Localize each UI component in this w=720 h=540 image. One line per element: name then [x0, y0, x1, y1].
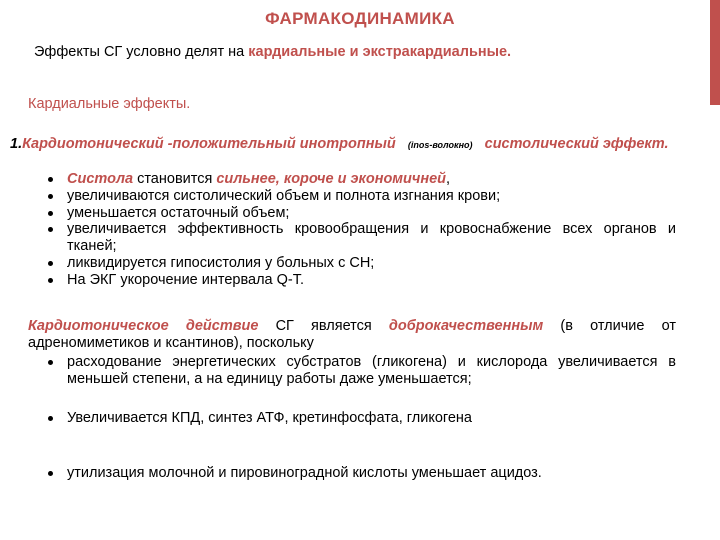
para-lead: Кардиотоническое действие [28, 318, 259, 334]
heading-part1: Кардиотонический -положительный инотропный [22, 136, 396, 152]
bullet-icon [48, 360, 53, 365]
benign-action-paragraph [28, 318, 676, 352]
intro-text: Эффекты СГ условно делят на [34, 44, 249, 60]
bullet-icon [48, 261, 53, 266]
intro-line [34, 44, 511, 60]
list-item [48, 205, 676, 222]
list-item [48, 272, 676, 289]
para-mid: СГ является [258, 318, 389, 334]
bullet-text: утилизация молочной и пировиноградной кислоты уменьшает ацидоз. [67, 465, 542, 481]
list-item [48, 410, 676, 427]
list-item [48, 354, 676, 388]
para-emph: доброкачественным [388, 318, 544, 334]
bullet-lead: Систола [67, 171, 134, 187]
list-item [48, 171, 676, 188]
bullet-icon [48, 416, 53, 421]
heading-number: 1. [10, 136, 23, 152]
bullet-emph: сильнее, короче и экономичней [216, 171, 447, 187]
para-tail: (в отличие от адреномиметиков и ксантинов), поскольку [28, 318, 676, 351]
list-item [48, 188, 676, 205]
section-title: Кардиальные эффекты. [28, 96, 191, 112]
bullet-text: увеличивается эффективность кровообращения и кровоснабжение всех органов и тканей; [67, 221, 676, 255]
bullet-icon [48, 211, 53, 216]
heading-part2: систолический эффект. [484, 136, 669, 152]
bullet-text: уменьшается остаточный объем; [67, 204, 290, 221]
bullet-icon [48, 278, 53, 283]
reasons-list [48, 354, 676, 388]
bullet-icon [48, 177, 53, 182]
reasons-list-2 [48, 410, 676, 427]
bullet-text: увеличиваются систолический объем и полнота изгнания крови; [67, 187, 501, 204]
bullet-icon [48, 194, 53, 199]
bullet-icon [48, 471, 53, 476]
bullet-text: Увеличивается КПД, синтез АТФ, кретинфосфата, гликогена [67, 410, 472, 426]
list-item [48, 465, 676, 482]
bullet-text: ликвидируется гипосистолия у больных с СН; [67, 254, 375, 271]
reasons-list-3 [48, 465, 676, 482]
bullet-mid: становится [133, 171, 217, 187]
page-title: ФАРМАКОДИНАМИКА [265, 9, 455, 28]
bullet-text: расходование энергетических субстратов (гликогена) и кислорода увеличивается в меньшей степени, а на единицу работы даже уменьшается; [67, 354, 676, 387]
bullet-text: На ЭКГ укорочение интервала Q-T. [67, 271, 305, 288]
effects-list [48, 171, 676, 289]
bullet-icon [48, 227, 53, 232]
bullet-tail: , [446, 171, 451, 187]
list-item [48, 221, 676, 255]
intro-highlight: кардиальные и экстракардиальные. [248, 44, 512, 60]
cardiotonic-heading [10, 136, 678, 154]
list-item [48, 255, 676, 272]
heading-note: (inos-волокно) [407, 140, 473, 150]
